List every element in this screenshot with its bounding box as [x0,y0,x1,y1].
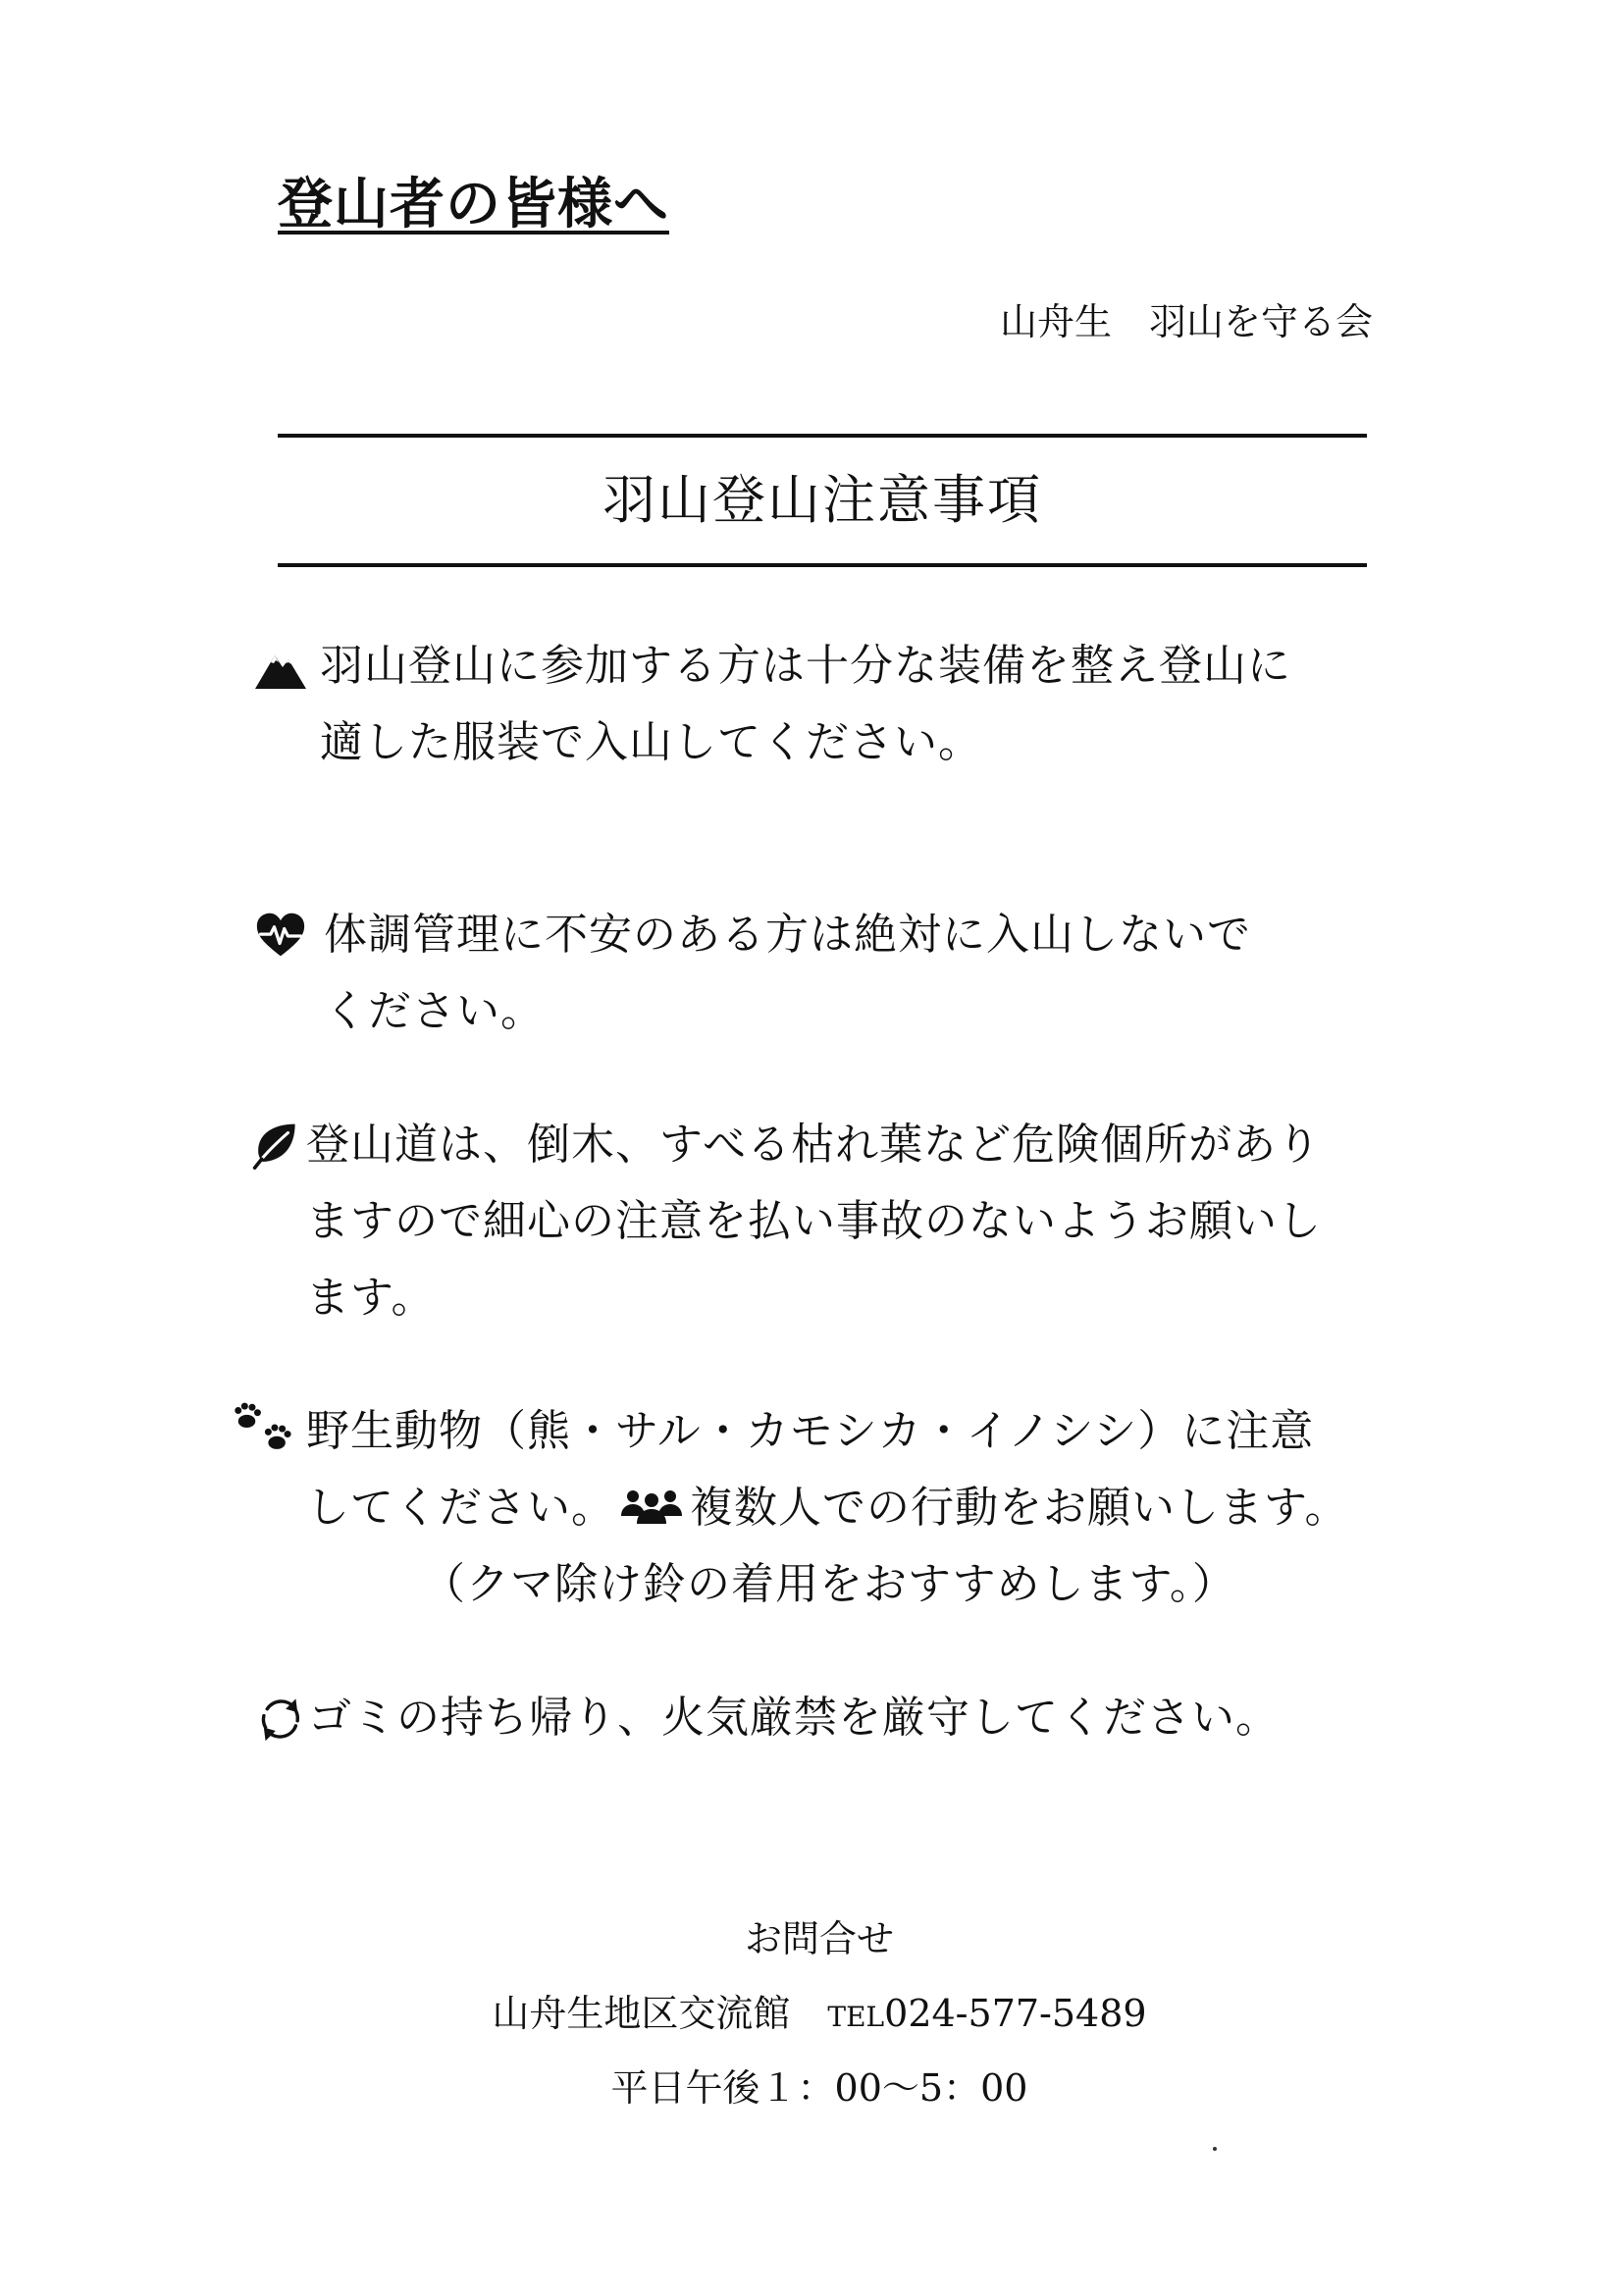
subject-rule-top [278,434,1367,438]
contact-tel-label: TEL [827,2001,885,2033]
notice-equipment-line-1: 羽山登山に参加する方は十分な装備を整え登山に [320,641,1291,691]
notice-health-line-2: ください。 [324,986,545,1036]
recycle-icon [257,1696,304,1743]
paw-prints-icon [230,1397,298,1458]
notice-health-line-1: 体調管理に不安のある方は絶対に入山しないで [324,910,1251,960]
contact-venue-line [432,1976,1207,2055]
contact-tel-number: 024-577-5489 [884,1992,1147,2035]
notice-trail [245,1107,1364,1336]
contact-venue-name: 山舟生地区交流館 [492,1992,791,2035]
notice-garbage-fire [245,1680,1364,1756]
notice-equipment [245,628,1364,781]
contact-hours [432,2051,1207,2125]
leaf-icon [251,1121,300,1170]
notice-health [245,897,1364,1050]
notice-trail-line-3: ます。 [306,1273,436,1323]
mountain-icon [249,642,312,697]
notice-trail-line-1: 登山道は、倒木、すべる枯れ葉など危険個所があり [306,1120,1322,1170]
contact-title [432,1902,1207,1976]
notice-trail-line-2: ますので細心の注意を払い事故のないようお願いし [306,1196,1322,1246]
organization-name: 山舟生 羽山を守る会 [999,300,1373,343]
stray-dot [1213,2147,1217,2151]
group-icon [619,1485,684,1528]
notice-garbage-fire-line-1: ゴミの持ち帰り、火気厳禁を厳守してください。 [308,1693,1280,1743]
notice-equipment-line-2: 適した服装で入山してください。 [320,717,982,767]
notice-wildlife-line-2-before: してください。 [306,1483,615,1533]
notice-wildlife-line-1: 野生動物（熊・サル・カモシカ・イノシシ）に注意 [306,1406,1315,1456]
notice-wildlife-line-2-after: 複数人での行動をお願いします。 [690,1483,1349,1533]
contact-hours-text: 平日午後１：00～5：00 [610,2066,1028,2110]
notice-wildlife-line-2 [245,1470,1364,1546]
contact-venue [432,1976,1207,2055]
subject-rule-bottom [278,563,1367,567]
notice-wildlife [245,1393,1364,1623]
greeting-heading: 登山者の皆様へ [278,172,669,236]
heart-pulse-icon [255,911,306,962]
notice-wildlife-line-3: （クマ除け鈴の着用をおすすめします。） [422,1559,1236,1609]
subject-title: 羽山登山注意事項 [602,469,1042,531]
contact-title-text: お問合せ [744,1917,894,1960]
